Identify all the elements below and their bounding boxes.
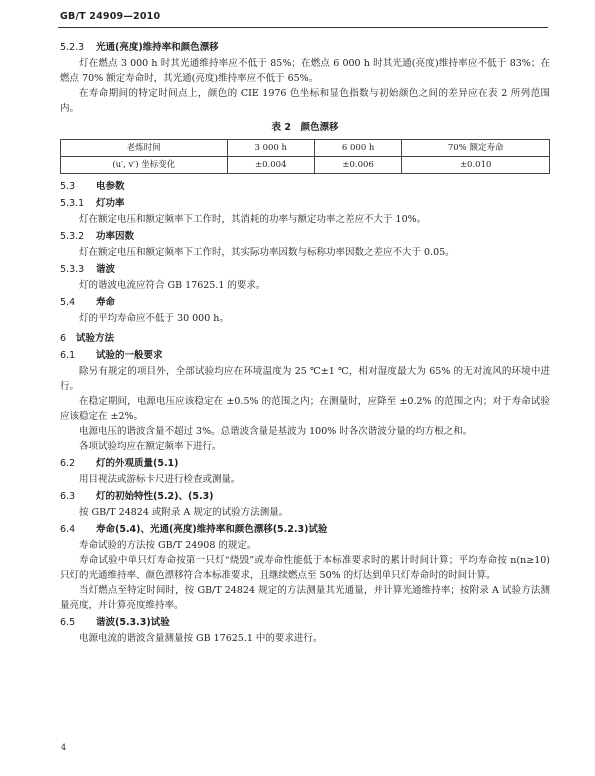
table-header-cell: 70% 额定寿命 (402, 140, 550, 157)
page-number: 4 (61, 743, 67, 752)
heading-5-3-3: 5.3.3 谐波 (60, 264, 116, 275)
paragraph: 电源电流的谐波含量测量按 GB 17625.1 中的要求进行。 (79, 633, 323, 644)
heading-6-3: 6.3 灯的初始特性(5.2)、(5.3) (60, 491, 214, 502)
table-header-cell: 3 000 h (227, 140, 314, 157)
paragraph: 在稳定期间，电源电压应该稳定在 ±0.5% 的范围之内；在测量时，应降至 ±0.2% 的范围之内；对于寿命试验应该稳定在 ±2%。 (60, 396, 550, 422)
heading-6-4: 6.4 寿命(5.4)、光通(亮度)维持率和颜色漂移(5.2.3)试验 (60, 524, 328, 535)
table-cell: (u′, v′) 坐标变化 (61, 157, 228, 174)
paragraph: 用目视法或游标卡尺进行检查或测量。 (79, 474, 241, 485)
table-cell: ±0.010 (402, 157, 550, 174)
paragraph: 除另有规定的项目外，全部试验均应在环境温度为 25 ℃±1 ℃，相对湿度最大为 65% 的无对流风的环境中进行。 (60, 366, 550, 392)
heading-5-4: 5.4 寿命 (60, 297, 116, 308)
paragraph: 在寿命期间的特定时间点上，颜色的 CIE 1976 色坐标和显色指数与初始颜色之间的差异应在表 2 所列范围内。 (60, 88, 550, 114)
table-cell: ±0.006 (314, 157, 401, 174)
paragraph: 寿命试验的方法按 GB/T 24908 的规定。 (79, 540, 257, 551)
heading-5-3-2: 5.3.2 功率因数 (60, 231, 135, 242)
standard-number: GB/T 24909—2010 (60, 11, 161, 22)
paragraph: 灯的谐波电流应符合 GB 17625.1 的要求。 (79, 280, 266, 291)
paragraph: 各项试验均应在额定频率下进行。 (79, 441, 222, 452)
paragraph: 灯在燃点 3 000 h 时其光通维持率应不低于 85%；在燃点 6 000 h 时其光通(亮度)维持率应不低于 83%；在燃点 70% 额定寿命时，其光通(亮度)维持率应不低于 65%。 (60, 58, 550, 84)
table-cell: ±0.004 (227, 157, 314, 174)
color-drift-table (60, 139, 550, 174)
table-title: 表 2 颜色漂移 (271, 122, 339, 133)
heading-5-3-1: 5.3.1 灯功率 (60, 198, 125, 209)
paragraph: 灯在额定电压和额定频率下工作时，其实际功率因数与标称功率因数之差应不大于 0.05。 (79, 247, 455, 258)
heading-6-5: 6.5 谐波(5.3.3)试验 (60, 617, 170, 628)
table-row (61, 157, 550, 174)
paragraph: 按 GB/T 24824 或附录 A 规定的试验方法测量。 (79, 507, 289, 518)
table-header-cell: 老炼时间 (61, 140, 228, 157)
heading-5-2-3: 5.2.3 光通(亮度)维持率和颜色漂移 (60, 42, 219, 53)
paragraph: 电源电压的谐波含量不超过 3%。总谐波含量是基波为 100% 时各次谐波分量的均方根之和。 (79, 426, 473, 437)
paragraph: 灯在额定电压和额定频率下工作时，其消耗的功率与额定功率之差应不大于 10%。 (79, 214, 427, 225)
paragraph: 当灯燃点至特定时间时，按 GB/T 24824 规定的方法测量其光通量，并计算光通维持率；按附录 A 试验方法测量亮度，并计算亮度维持率。 (60, 585, 550, 611)
heading-6-1: 6.1 试验的一般要求 (60, 350, 163, 361)
paragraph: 灯的平均寿命应不低于 30 000 h。 (79, 313, 229, 324)
heading-5-3: 5.3 电参数 (60, 181, 125, 192)
heading-6: 6 试验方法 (60, 333, 115, 344)
paragraph: 寿命试验中单只灯寿命按第一只灯“烧毁”或寿命性能低于本标准要求时的累计时间计算；平均寿命按 n(n≥10) 只灯的光通维持率、颜色漂移符合本标准要求，且继续燃点至 50% 的灯达到单只灯寿命时的时间计算。 (60, 555, 550, 581)
table-header-row (61, 140, 550, 157)
table-header-cell: 6 000 h (314, 140, 401, 157)
document-body (60, 38, 550, 646)
header-rule (58, 27, 548, 28)
heading-6-2: 6.2 灯的外观质量(5.1) (60, 458, 179, 469)
